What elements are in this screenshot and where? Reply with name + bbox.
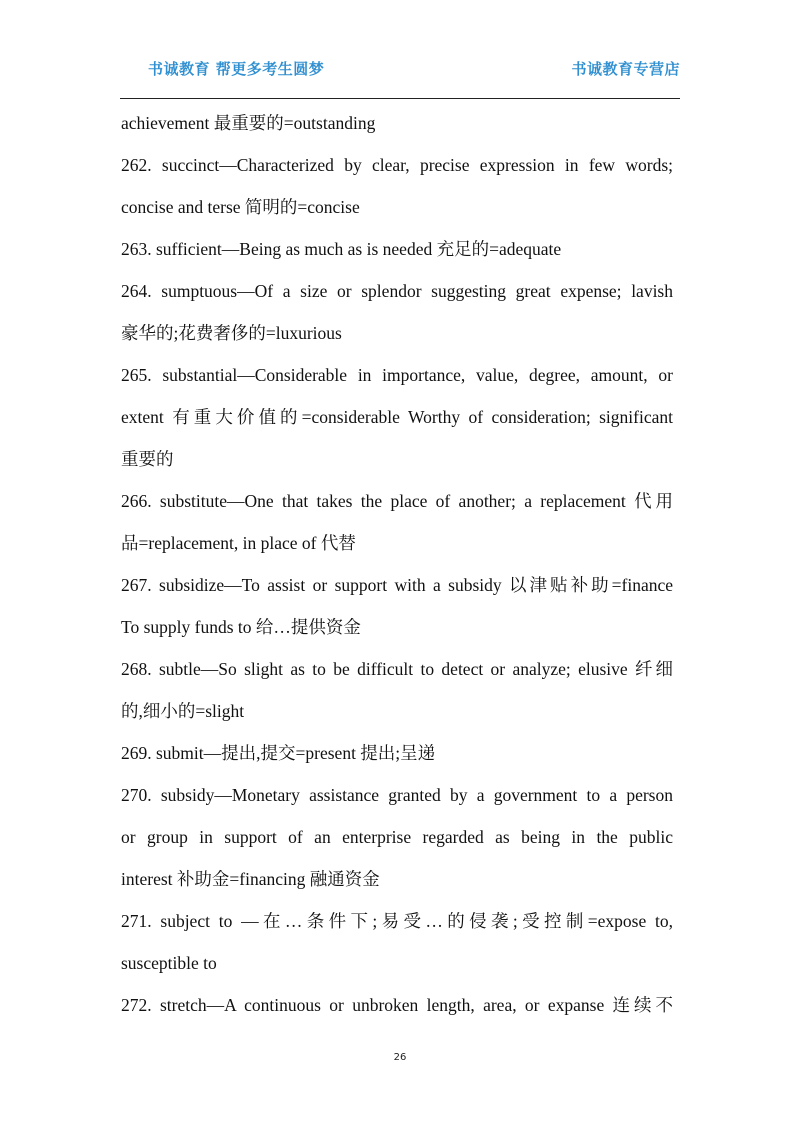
text-line: 271. subject to —在…条件下;易受…的侵袭;受控制=expose to,	[121, 911, 673, 931]
text-line: 272. stretch—A continuous or unbroken length, area, or expanse 连续不	[121, 995, 673, 1015]
text-line: interest 补助金=financing 融通资金	[121, 869, 380, 889]
text-line: or group in support of an enterprise regarded as being in the public	[121, 827, 673, 847]
page-number: 26	[393, 1052, 407, 1063]
text-line: 豪华的;花费奢侈的=luxurious	[121, 323, 342, 343]
text-line: 267. subsidize—To assist or support with a subsidy 以津贴补助=finance	[121, 575, 673, 595]
header-store-name: 书诚教育专营店	[571, 60, 680, 78]
header-brand-slogan: 书诚教育 帮更多考生圆梦	[148, 60, 325, 78]
text-line: 265. substantial—Considerable in importance, value, degree, amount, or	[121, 365, 673, 385]
page-header	[120, 52, 680, 88]
header-divider	[120, 98, 680, 99]
text-line: concise and terse 简明的=concise	[121, 197, 360, 217]
text-line: 的,细小的=slight	[121, 701, 245, 721]
text-line: 264. sumptuous—Of a size or splendor suggesting great expense; lavish	[121, 281, 673, 301]
text-line: To supply funds to 给…提供资金	[121, 617, 361, 637]
document-body	[121, 108, 673, 1032]
text-line: 268. subtle—So slight as to be difficult to detect or analyze; elusive 纤细	[121, 659, 673, 679]
text-line: achievement 最重要的=outstanding	[121, 113, 376, 133]
text-line: susceptible to	[121, 953, 217, 973]
text-line: extent 有重大价值的=considerable Worthy of consideration; significant	[121, 407, 673, 427]
text-line: 重要的	[121, 449, 174, 469]
text-line: 262. succinct—Characterized by clear, precise expression in few words;	[121, 155, 673, 175]
text-line: 269. submit—提出,提交=present 提出;呈递	[121, 743, 436, 763]
text-line: 263. sufficient—Being as much as is needed 充足的=adequate	[121, 239, 562, 259]
text-line: 266. substitute—One that takes the place of another; a replacement 代用	[121, 491, 673, 511]
text-line: 品=replacement, in place of 代替	[121, 533, 356, 553]
text-line: 270. subsidy—Monetary assistance granted by a government to a person	[121, 785, 673, 805]
